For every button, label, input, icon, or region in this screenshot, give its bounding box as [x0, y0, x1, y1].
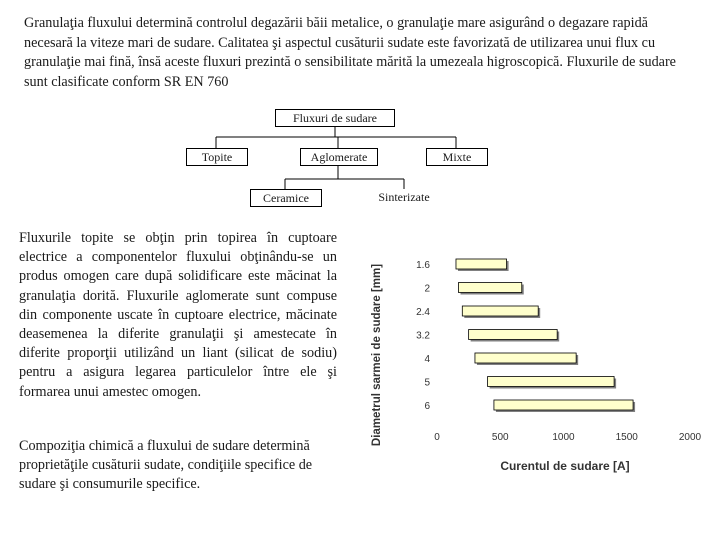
category-label: 1.6 [416, 260, 430, 271]
x-tick-label: 500 [491, 432, 509, 443]
chemical-composition-paragraph: Compoziţia chimică a fluxului de sudare determină proprietăţile cusăturii sudate, condiţiile specifice de sudare şi consumurile specifice. [19, 438, 313, 493]
x-tick-label: 1000 [552, 432, 575, 443]
category-labels [416, 260, 430, 412]
tree-root-box: Fluxuri de sudare [275, 109, 395, 127]
bar-3-2 [469, 330, 558, 340]
bar-6 [494, 400, 633, 410]
bar-1-6 [456, 259, 507, 269]
y-axis-title: Diametrul sarmei de sudare [mm] [371, 263, 383, 447]
category-label: 6 [424, 401, 430, 412]
bar-2 [459, 283, 522, 293]
tree-node-sinterizate: Sinterizate [369, 189, 439, 205]
bar-2-4 [462, 306, 538, 316]
y-axis-label-group [371, 264, 383, 446]
welding-current-chart [360, 240, 705, 485]
flux-classification-tree [0, 0, 720, 220]
tree-node-topite: Topite [186, 148, 248, 166]
bar-4 [475, 353, 576, 363]
x-tick-label: 1500 [615, 432, 638, 443]
x-tick-labels [434, 432, 701, 443]
category-label: 2 [424, 283, 430, 295]
fluxes-description-paragraph: Fluxurile topite se obţin prin topirea în cuptoare electrice a componentelor fluxului obţinându-se un produs omogen care după solidificare este măcinat la granulaţia dorită. Fluxurile aglomerate sunt compuse din componente uscate în cuptoare electrice, măcinate deasemenea la diferite granulaţii şi amestecate în diferite proporţii utilizând un liant (silicat de sodiu) pentru a asigura legarea particulelor între ele şi formarea unui amestec omogen. [19, 230, 337, 400]
bars-group [456, 259, 635, 412]
tree-node-mixte: Mixte [426, 148, 488, 166]
category-label: 3.2 [416, 330, 430, 342]
category-label: 2.4 [416, 307, 430, 318]
x-tick-label: 0 [434, 432, 440, 443]
category-label: 5 [424, 377, 430, 389]
bar-5 [488, 377, 614, 387]
x-axis-title: Curentul de sudare [A] [500, 459, 630, 473]
tree-node-aglomerate: Aglomerate [300, 148, 378, 166]
x-tick-label: 2000 [678, 432, 702, 443]
intro-paragraph: Granulaţia fluxului determină controlul degazării băii metalice, o granulaţie mare asigurând o degazare rapidă necesară la viteze mari de sudare. Calitatea şi aspectul cusăturii sudate este favorizată de utilizarea unui flux cu granulaţie mai fină, însă aceste fluxuri prezintă o sensibilitate mărită la umezeala higroscopică. Fluxurile de sudare sunt clasificate conform SR EN 760 [24, 15, 676, 90]
tree-node-ceramice: Ceramice [250, 189, 322, 207]
category-label: 4 [424, 354, 430, 365]
